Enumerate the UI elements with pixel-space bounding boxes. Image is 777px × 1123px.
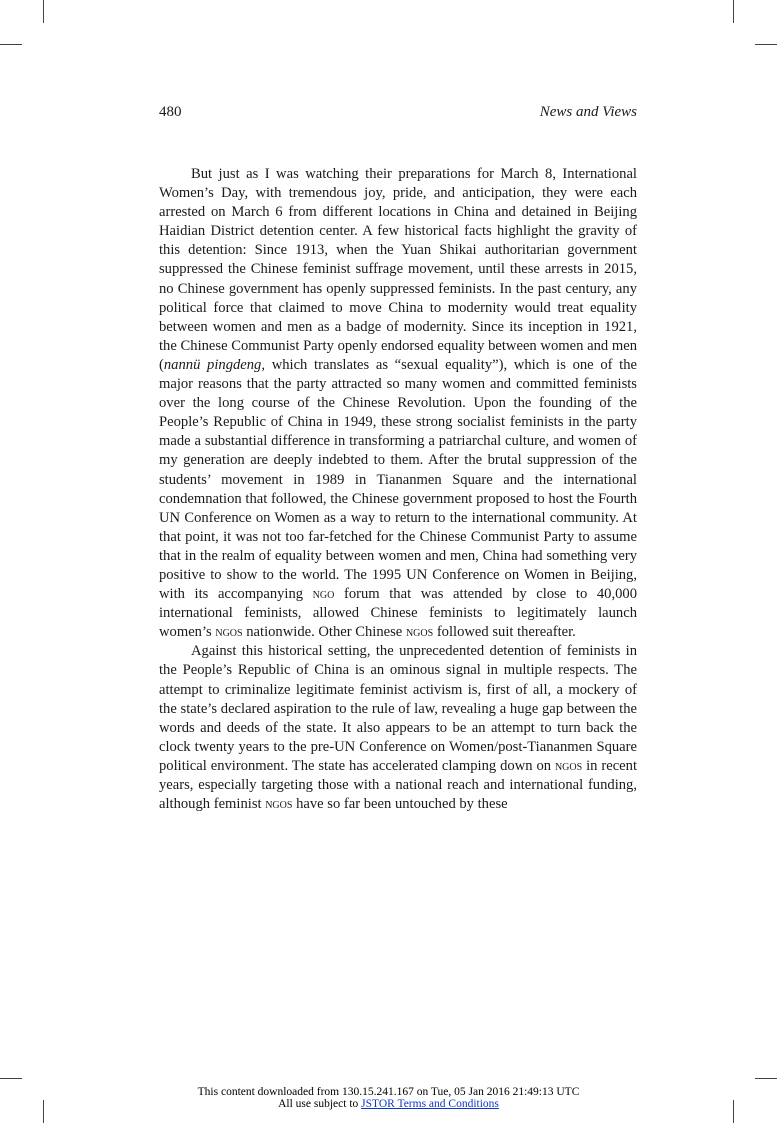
- small-caps-acronym: ngos: [265, 797, 293, 813]
- terms-prefix: All use subject to: [278, 1098, 362, 1110]
- page-number: 480: [159, 104, 182, 120]
- paragraph-text: , which translates as “sexual equality”), which is one of the major reasons that the party attracted so many women and committed feminists over the long course of the Chinese Revolution. Upon the founding of the People’s Republic of China in 1949, these strong socialist feminists in the party made a substantial difference in transforming a patriarchal culture, and women of my generation are deeply indebted to them. After the brutal suppression of the students’ movement in 1989 in Tiananmen Square and the international condemnation that followed, the Chinese government proposed to host the Fourth UN Conference on Women as a way to return to the international community. At that point, it was not too far-fetched for the Chinese Communist Party to assume that in the realm of equality between women and men, China had something very positive to show to the world. The 1995 UN Conference on Women in Beijing, with its accompanying: [159, 356, 637, 603]
- paragraph-text: nationwide. Other Chinese: [242, 624, 406, 641]
- article-body: [159, 165, 637, 814]
- paragraph-text: But just as I was watching their preparations for March 8, International Women’s Day, with tremendous joy, pride, and anticipation, they were each arrested on March 6 from different locations in China and detained in Beijing Haidian District detention center. A few historical facts highlight the gravity of this detention: Since 1913, when the Yuan Shikai authoritarian government suppressed the Chinese feminist suffrage movement, until these arrests in 2015, no Chinese government has openly suppressed feminists. In the past century, any political force that claimed to move China to modernity would treat equality between women and men as a badge of modernity. Since its inception in 1921, the Chinese Communist Party openly endorsed equality between women and men (: [159, 166, 637, 373]
- jstor-terms-link[interactable]: JSTOR Terms and Conditions: [361, 1098, 499, 1110]
- italic-term: nannü pingdeng: [163, 356, 262, 373]
- paragraph-text: forum that was attended by close to 40,000 international feminists, allowed Chinese feminists to legitimately launch women’s: [159, 586, 637, 641]
- paragraph-text: Against this historical setting, the unprecedented detention of feminists in the People’s Republic of China is an ominous signal in multiple respects. The attempt to criminalize legitimate feminist activism is, first of all, a mockery of the state’s declared aspiration to the rule of law, revealing a huge gap between the words and deeds of the state. It also appears to be an attempt to turn back the clock twenty years to the pre-UN Conference on Women/post-Tiananmen Square political environment. The state has accelerated clamping down on: [159, 643, 637, 774]
- paragraph-text: in recent years, especially targeting those with a national reach and international funding, although feminist: [159, 757, 637, 813]
- crop-mark-top-right-vertical: [733, 0, 734, 23]
- download-footer: [0, 1086, 777, 1110]
- paragraph-text: followed suit thereafter.: [433, 624, 576, 641]
- small-caps-acronym: ngos: [405, 625, 434, 641]
- small-caps-acronym: ngos: [215, 625, 243, 641]
- crop-mark-bottom-right-horizontal: [755, 1078, 777, 1079]
- crop-mark-bottom-left-horizontal: [0, 1078, 22, 1079]
- page-header: [159, 104, 637, 124]
- running-title: News and Views: [539, 104, 637, 120]
- terms-line: [0, 1098, 777, 1110]
- small-caps-acronym: ngos: [554, 758, 583, 774]
- download-notice: This content downloaded from 130.15.241.167 on Tue, 05 Jan 2016 21:49:13 UTC: [197, 1086, 580, 1098]
- paragraph-text: have so far been untouched by these: [292, 796, 508, 813]
- body-paragraph: [159, 165, 637, 642]
- crop-mark-top-right-horizontal: [755, 44, 777, 45]
- crop-mark-top-left-horizontal: [0, 44, 22, 45]
- crop-mark-top-left-vertical: [43, 0, 44, 23]
- small-caps-acronym: ngo: [312, 587, 335, 603]
- body-paragraph: [159, 642, 637, 814]
